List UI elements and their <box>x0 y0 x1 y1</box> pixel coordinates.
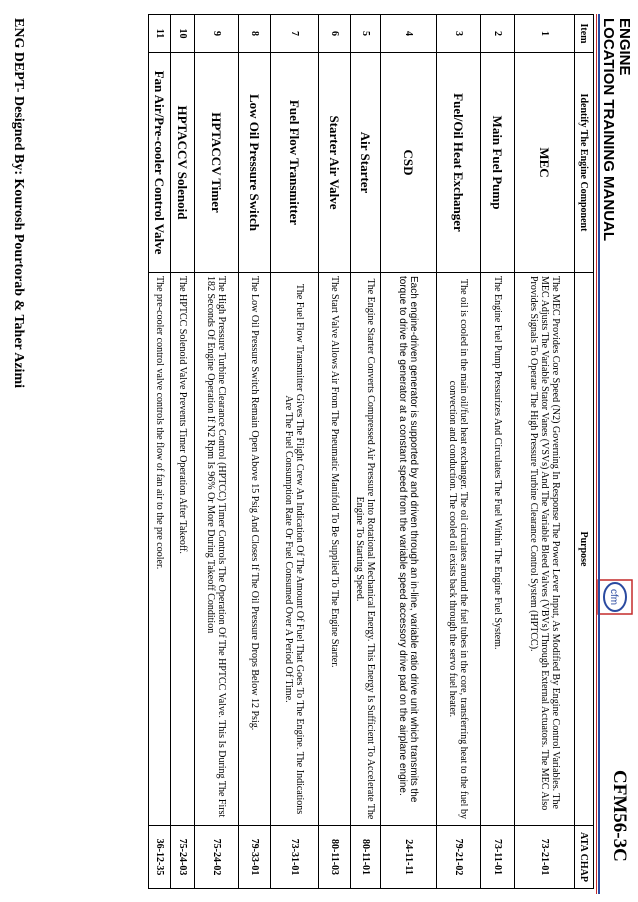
row-item-number: 7 <box>271 15 319 53</box>
row-purpose: The oil is cooled in the main oil/fuel heat exchanger. The oil circulates around the fuel tubes in the core, transferring heat to the fuel by convection and conduction. The cooled oil exists back through the servo fuel heater. <box>437 273 481 826</box>
table-row <box>195 15 239 889</box>
row-ata-chapter: 80-11-01 <box>351 826 381 889</box>
table-header-row <box>575 15 594 889</box>
row-ata-chapter: 75-24-03 <box>171 826 195 889</box>
row-component-name: Fuel Flow Transmitter <box>271 53 319 273</box>
row-purpose: The Fuel Flow Transmitter Gives The Flight Crew An Indication Of The Amount Of Fuel That Goes To The Engine. The Indications Are The Fuel Consumption Rate Or Fuel Consumed Over A Period Of Time. <box>271 273 319 826</box>
table-row <box>515 15 575 889</box>
row-component-name: HPTACCV Solenoid <box>171 53 195 273</box>
header-line-2: LOCATION TRAINING MANUAL <box>600 18 617 242</box>
row-component-name: Low Oil Pressure Switch <box>239 53 271 273</box>
table-row <box>239 15 271 889</box>
row-component-name: Air Starter <box>351 53 381 273</box>
component-table <box>148 14 594 889</box>
table-row <box>319 15 351 889</box>
row-purpose: The MEC Provides Core Speed (N2) Governing In Response The Power Lever Input, As Modified By Engine Control Variables. The MEC Adjusts The Variable Stator Vanes (VSVs) And The Variable Bleed Valves (VBVs) Through External Actuators. The MEC Also Provides Signals To Operate The High Pressure Turbine Clearance Control System (HPTCC). <box>515 273 575 826</box>
row-component-name: HPTACCV Timer <box>195 53 239 273</box>
row-component-name: Fan Air/Pre-cooler Control Valve <box>149 53 171 273</box>
row-item-number: 11 <box>149 15 171 53</box>
row-ata-chapter: 73-21-01 <box>515 826 575 889</box>
table-row <box>271 15 319 889</box>
row-purpose: The Engine Starter Converts Compressed Air Pressure Into Rotational Mechanical Energy. This Energy Is Sufficient To Accelerate The Engine To Starting Speed. <box>351 273 381 826</box>
row-purpose: The pre-cooler control valve controls the flow of fan air to the pre cooler. <box>149 273 171 826</box>
row-item-number: 8 <box>239 15 271 53</box>
row-purpose: The Engine Fuel Pump Pressurizes And Circulates The Fuel Within The Engine Fuel System. <box>481 273 515 826</box>
row-item-number: 9 <box>195 15 239 53</box>
table-row <box>149 15 171 889</box>
manual-header <box>600 18 632 241</box>
row-purpose: The Low Oil Pressure Switch Remain Open Above 15 Psig And Closes If The Oil Pressure Drops Below 12 Psig. <box>239 273 271 826</box>
row-item-number: 1 <box>515 15 575 53</box>
row-item-number: 4 <box>381 15 437 53</box>
header-purpose: Purpose <box>575 273 594 826</box>
footer-credit: ENG DEPT- Designed By: Kourosh Pourtorab & Taher Azimi <box>11 18 26 389</box>
row-purpose: The Start Valve Allows Air From The Pneumatic Manifold To Be Supplied To The Engine Starter. <box>319 273 351 826</box>
header-rule-red <box>596 14 597 894</box>
table-row <box>381 15 437 889</box>
row-component-name: Fuel/Oil Heat Exchanger <box>437 53 481 273</box>
row-component-name: CSD <box>381 53 437 273</box>
row-item-number: 2 <box>481 15 515 53</box>
header-rule-blue <box>598 14 600 894</box>
table-row <box>171 15 195 889</box>
row-purpose: The HPTCC Solenoid Valve Prevents Timer Operation After Takeoff. <box>171 273 195 826</box>
row-ata-chapter: 80-11-03 <box>319 826 351 889</box>
row-component-name: Main Fuel Pump <box>481 53 515 273</box>
cfm-logo-icon <box>596 578 634 616</box>
table-row <box>351 15 381 889</box>
row-item-number: 5 <box>351 15 381 53</box>
row-ata-chapter: 79-33-01 <box>239 826 271 889</box>
row-ata-chapter: 79-21-02 <box>437 826 481 889</box>
header-component: Identify The Engine Component <box>575 53 594 273</box>
row-purpose: Each engine-driven generator is supported by and driven through an in-line, variable ratio drive unit which transmits the torque to drive the generator at a constant speed from the variable speed accessory drive pad on the airplane engine. <box>381 273 437 826</box>
row-component-name: Starter Air Valve <box>319 53 351 273</box>
table-row <box>481 15 515 889</box>
row-ata-chapter: 36-12-35 <box>149 826 171 889</box>
row-ata-chapter: 73-31-01 <box>271 826 319 889</box>
table-row <box>437 15 481 889</box>
row-ata-chapter: 75-24-02 <box>195 826 239 889</box>
row-item-number: 6 <box>319 15 351 53</box>
row-purpose: The High Pressure Turbine Clearance Control (HPTCC) Timer Controls The Operation Of The HPTCC Valve. This Is During The First 182 Seconds Of Engine Operation If N2 Rpm Is 96% Or More During Takeoff Condition <box>195 273 239 826</box>
row-item-number: 3 <box>437 15 481 53</box>
header-ata: ATA CHAP <box>575 826 594 889</box>
svg-text:cfm: cfm <box>608 588 619 606</box>
header-line-1: ENGINE <box>616 18 633 76</box>
row-ata-chapter: 24-11-11 <box>381 826 437 889</box>
row-ata-chapter: 73-11-01 <box>481 826 515 889</box>
header-item: Item <box>575 15 594 53</box>
row-item-number: 10 <box>171 15 195 53</box>
row-component-name: MEC <box>515 53 575 273</box>
document-id: CFM56-3C <box>609 770 630 862</box>
